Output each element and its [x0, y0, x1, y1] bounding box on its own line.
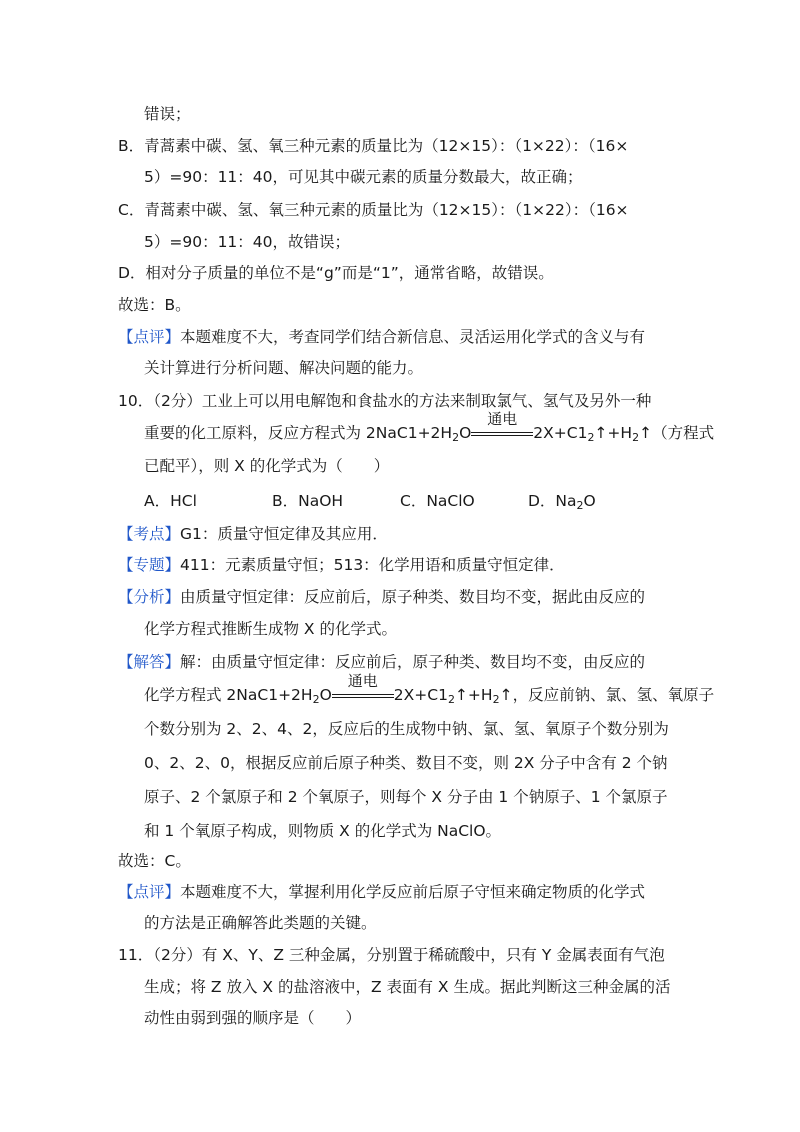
jieda-block: 【解答】解：由质量守恒定律：反应前后，原子种类、数目均不变，由反应的: [118, 653, 646, 671]
jieda-equation-line: 化学方程式 $2NaC1+2H_2O$ 通电 $2X+C1_2↑+H_2↑$，反应前钠、氯、氢、氧原子: [144, 672, 715, 706]
kaodian-tag: 【考点】: [118, 525, 181, 543]
zhuanti-tag: 【专题】: [118, 556, 181, 574]
text-line: 化学方程式推断生成物 X 的化学式。: [144, 620, 397, 638]
comment-block: 【点评】本题难度不大，掌握利用化学反应前后原子守恒来确定物质的化学式: [118, 883, 646, 901]
option-b: B．NaOH: [272, 492, 344, 510]
text-line: 已配平），则 X 的化学式为（ ）: [144, 457, 390, 475]
text-line: 关计算进行分析问题、解决问题的能力。: [144, 359, 424, 377]
option-d: D．$Na_2O$: [528, 492, 596, 512]
text-line: 动性由弱到强的顺序是（ ）: [144, 1009, 362, 1027]
comment-block: [118, 326, 645, 348]
answer-line: 故选：B。: [118, 296, 191, 314]
text-line: 原子、2 个氯原子和 2 个氧原子，则每个 X 分子由 1 个钠原子、1 个氯原子: [144, 788, 668, 806]
text-line: 和 1 个氧原子构成，则物质 X 的化学式为 NaClO。: [144, 822, 502, 840]
reaction-condition: 通电: [471, 422, 533, 444]
question-10-stem: 10．（2分）工业上可以用电解饱和食盐水的方法来制取氯气、氢气及另外一种: [118, 392, 652, 410]
option-b-line: B．青蒿素中碳、氢、氧三种元素的质量比为（12×15）：（1×22）：（16×: [118, 137, 629, 155]
text-line: 生成；将 Z 放入 X 的盐溶液中，Z 表面有 X 生成。据此判断这三种金属的活: [144, 978, 671, 996]
fenxi-tag: 【分析】: [118, 588, 181, 606]
option-a: A．HCl: [144, 492, 197, 510]
option-c: C．NaClO: [400, 492, 475, 510]
kaodian-block: 【考点】G1：质量守恒定律及其应用．: [118, 525, 388, 543]
question-11-stem: 11．（2分）有 X、Y、Z 三种金属，分别置于稀硫酸中，只有 Y 金属表面有气泡: [118, 946, 665, 964]
text-line: 的方法是正确解答此类题的关键。: [144, 914, 377, 932]
comment-tag: 【点评】: [118, 883, 181, 901]
jieda-tag: 【解答】: [118, 653, 181, 671]
option-c-line: C．青蒿素中碳、氢、氧三种元素的质量比为（12×15）：（1×22）：（16×: [118, 201, 629, 219]
fenxi-block: 【分析】由质量守恒定律：反应前后，原子种类、数目均不变，据此由反应的: [118, 588, 646, 606]
zhuanti-block: 【专题】411：元素质量守恒；513：化学用语和质量守恒定律．: [118, 556, 565, 574]
question-10-equation-line: 重要的化工原料，反应方程式为 $2NaC1+2H_2O$ 通电 $2X+C1_2↑+H_2↑$（方程式: [144, 410, 715, 444]
option-d-line: D．相对分子质量的单位不是“g”而是“1”，通常省略，故错误。: [118, 264, 554, 282]
text-line: 5）=90：11：40，可见其中碳元素的质量分数最大，故正确；: [144, 168, 583, 186]
comment-text: 本题难度不大，考查同学们结合新信息、灵活运用化学式的含义与有: [180, 328, 646, 346]
comment-tag: 【点评】: [118, 328, 181, 346]
text-line: 5）=90：11：40，故错误；: [144, 233, 351, 251]
question-10-options: [144, 490, 656, 512]
text-line: 个数分别为 2、2、4、2，反应后的生成物中钠、氯、氢、氧原子个数分别为: [144, 720, 669, 738]
answer-line: 故选：C。: [118, 852, 191, 870]
reaction-condition: 通电: [332, 684, 394, 706]
text-line: 错误；: [144, 105, 191, 123]
text-line: 0、2、2、0，根据反应前后原子种类、数目不变，则 2X 分子中含有 2 个钠: [144, 754, 668, 772]
